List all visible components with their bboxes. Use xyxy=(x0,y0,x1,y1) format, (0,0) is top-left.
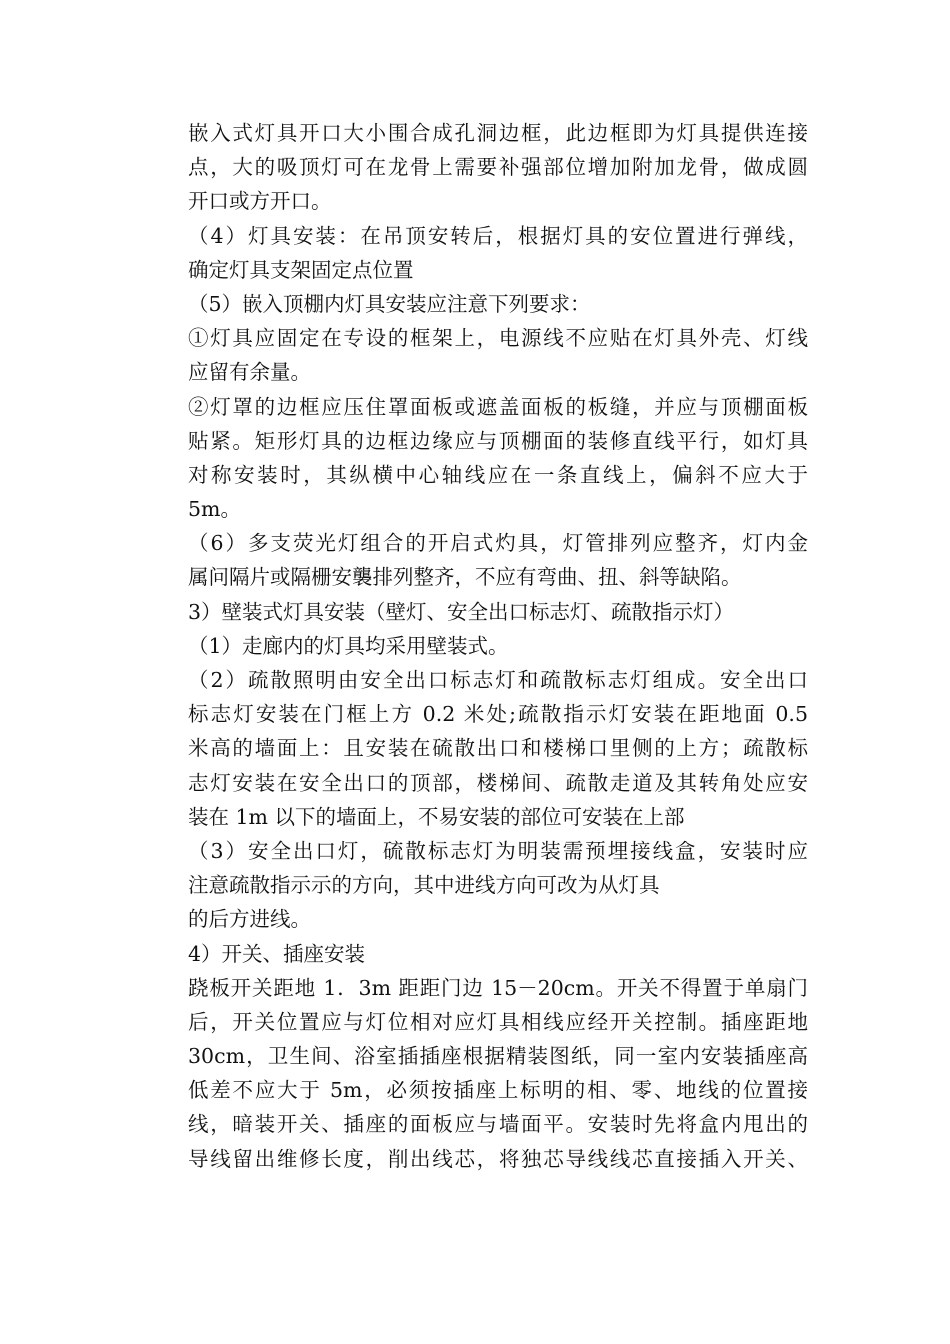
text-line: （6）多支荧光灯组合的开启式灼具，灯管排列应整齐，灯内金 xyxy=(188,531,808,556)
text-line: 属问隔片或隔栅安襲排列整齐，不应有弯曲、扭、斜等缺陷。 xyxy=(188,565,742,590)
text-line: （5）嵌入顶棚内灯具安装应注意下列要求： xyxy=(188,291,591,316)
document-body xyxy=(188,116,808,1176)
text-line: 5m。 xyxy=(188,497,241,522)
text-line: 注意疏散指示示的方向，其中进线方向可改为从灯具 xyxy=(188,873,660,898)
text-line: （2）疏散照明由安全出口标志灯和疏散标志灯组成。安全出口 xyxy=(188,668,808,692)
text-line: 嵌入式灯具开口大小围合成孔洞边框，此边框即为灯具提供连接 xyxy=(188,121,808,145)
text-line: （3）安全出口灯，硫散标志灯为明装需预埋接线盒，安装时应 xyxy=(188,838,808,863)
text-line: 贴紧。矩形灯具的边框边缘应与顶棚面的装修直线平行，如灯具 xyxy=(188,428,808,453)
text-line: 的后方进线。 xyxy=(188,907,311,932)
text-line: 3）壁装式灯具安装（壁灯、安全出口标志灯、疏散指示灯） xyxy=(188,599,735,624)
text-line: 志灯安装在安全出口的顶部，楼梯间、疏散走道及其转角处应安 xyxy=(188,770,808,795)
text-line: ②灯罩的边框应压住罩面板或遮盖面板的板缝，并应与顶棚面板 xyxy=(188,394,808,419)
text-line: 4）开关、插座安装 xyxy=(188,941,366,966)
text-line: 应留有余量。 xyxy=(188,360,311,385)
text-line: 米高的墙面上：且安装在硫散出口和楼梯口里侧的上方；疏散标 xyxy=(188,736,808,761)
text-line: （1）走廊内的灯具均采用壁装式。 xyxy=(188,633,509,658)
text-line: 点，大的吸顶灯可在龙骨上需要补强部位增加附加龙骨，做成圆 xyxy=(188,155,808,180)
text-line: 确定灯具支架固定点位置 xyxy=(188,257,414,282)
text-line: 低差不应大于 5m，必须按插座上标明的相、零、地线的位置接 xyxy=(188,1078,808,1103)
text-line: 装在 1m 以下的墙面上，不易安装的部位可安装在上部 xyxy=(188,804,685,829)
text-line: 跷板开关距地 1．3m 距距门边 15－20cm。开关不得置于单扇门 xyxy=(188,975,808,1000)
text-line: 开口或方开口。 xyxy=(188,189,332,214)
text-line: 对称安装时，其纵横中心轴线应在一条直线上，偏斜不应大于 xyxy=(188,462,808,487)
text-line: 30cm，卫生间、浴室插插座根据精装图纸，同一室内安装插座高 xyxy=(188,1044,808,1069)
text-line: 标志灯安装在门框上方 0.2 米处;疏散指示灯安装在距地面 0.5 xyxy=(188,702,808,727)
text-line: ①灯具应固定在专设的框架上，电源线不应贴在灯具外壳、灯线 xyxy=(188,326,808,351)
text-line: （4）灯具安装：在吊顶安转后，根据灯具的安位置进行弹线， xyxy=(188,223,808,248)
text-line: 后，开关位置应与灯位相对应灯具相线应经开关控制。插座距地 xyxy=(188,1009,808,1034)
text-line: 线，暗装开关、插座的面板应与墙面平。安装时先将盒内甩出的 xyxy=(188,1112,808,1137)
text-line: 导线留出维修长度，削出线芯，将独芯导线线芯直接插入开关、 xyxy=(188,1146,808,1171)
